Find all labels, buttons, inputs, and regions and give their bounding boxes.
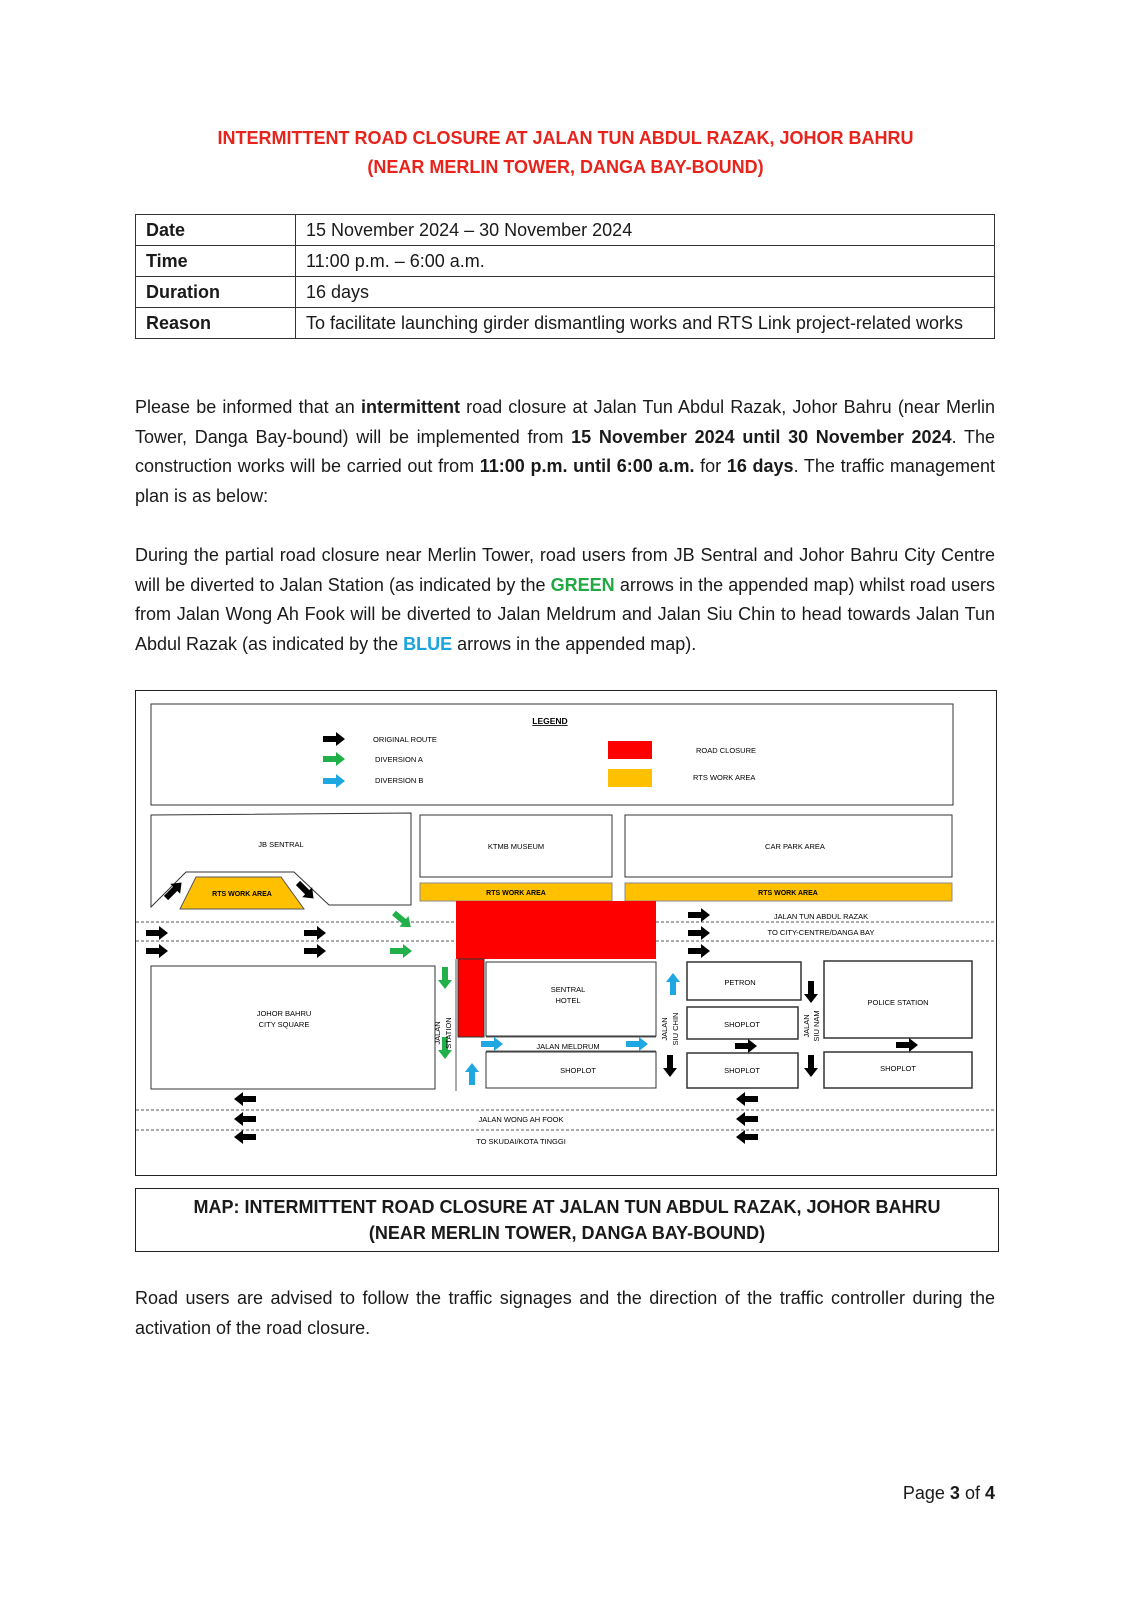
jb-sentral-label: JB SENTRAL <box>258 840 304 849</box>
green-arrow-icon <box>390 944 412 958</box>
arrow-icon <box>736 1092 758 1106</box>
sentral-hotel-label-2: HOTEL <box>555 996 581 1005</box>
jalan-siu-nam-label-2: SIU NAM <box>812 1010 821 1042</box>
arrow-icon <box>304 944 326 958</box>
traffic-map-svg <box>136 691 996 1175</box>
jalan-station-label-1: JALAN <box>433 1021 442 1045</box>
table-row <box>136 246 995 277</box>
legend-diversion-b-arrow-icon <box>323 774 345 788</box>
arrow-icon <box>688 926 710 940</box>
duration-value: 16 days <box>296 277 995 308</box>
traffic-map <box>135 690 997 1176</box>
text-run: . The traffic management plan is as below: <box>135 456 995 506</box>
page-number <box>880 1483 995 1504</box>
green-keyword: GREEN <box>550 574 615 595</box>
legend-div-a-label: DIVERSION A <box>375 755 423 764</box>
car-park-label: CAR PARK AREA <box>765 842 825 851</box>
blue-arrow-icon <box>465 1063 479 1085</box>
caption-line-2: (NEAR MERLIN TOWER, DANGA BAY-BOUND) <box>368 1223 766 1243</box>
legend-closure-label: ROAD CLOSURE <box>696 746 757 755</box>
legend-rts-label: RTS WORK AREA <box>693 773 756 782</box>
time-value: 11:00 p.m. – 6:00 a.m. <box>296 246 995 277</box>
arrow-icon <box>234 1092 256 1106</box>
text-run: road closure at Jalan Tun Abdul Razak, Johor Bahru (near Merlin Tower, Danga Bay-bound) will be implemented from <box>135 397 996 447</box>
legend-diversion-a-arrow-icon <box>323 752 345 766</box>
of-word: of <box>964 1483 980 1503</box>
jalan-station-label-2: STATION <box>444 1017 453 1049</box>
text-run: Please be informed that an <box>135 397 361 417</box>
blue-arrow-icon <box>666 973 680 995</box>
road-closure-station <box>458 959 484 1037</box>
shoplot-label: SHOPLOT <box>724 1020 760 1029</box>
city-square-label-1: JOHOR BAHRU <box>256 1009 312 1018</box>
text-run: arrows in the appended map) whilst road users from Jalan Wong Ah Fook will be diverted to Jalan Meldrum and Jalan Siu Chin to head towards Jalan Tun Abdul Razak (as indicated by the <box>135 574 995 654</box>
arrow-icon <box>804 981 818 1003</box>
duration-label: Duration <box>136 277 296 308</box>
legend-rts-swatch <box>608 769 652 787</box>
arrow-icon <box>688 908 710 922</box>
table-row <box>136 308 995 339</box>
time-label: Time <box>136 246 296 277</box>
legend-closure-swatch <box>608 741 652 759</box>
arrow-icon <box>663 1055 677 1077</box>
page-total: 4 <box>984 1483 995 1503</box>
closing-paragraph: Road users are advised to follow the traffic signages and the direction of the traffic controller during the activation of the road closure. <box>135 1288 995 1338</box>
ktmb-museum-label: KTMB MUSEUM <box>487 842 545 851</box>
bold-run: 15 November 2024 until 30 November 2024 <box>571 426 952 447</box>
road-razak-sub-label: TO CITY-CENTRE/DANGA BAY <box>767 928 875 937</box>
petron-label: PETRON <box>724 978 756 987</box>
sentral-hotel-label-1: SENTRAL <box>550 985 586 994</box>
jalan-meldrum-label: JALAN MELDRUM <box>536 1042 600 1051</box>
arrow-icon <box>688 944 710 958</box>
diversion-paragraph <box>135 541 995 659</box>
reason-label: Reason <box>136 308 296 339</box>
arrow-icon <box>146 926 168 940</box>
caption-line-1: MAP: INTERMITTENT ROAD CLOSURE AT JALAN TUN ABDUL RAZAK, JOHOR BAHRU <box>193 1197 941 1217</box>
legend-div-b-label: DIVERSION B <box>375 776 424 785</box>
green-arrow-icon <box>390 908 416 933</box>
shoplot-label: SHOPLOT <box>560 1066 596 1075</box>
jalan-siu-chin-label-1: JALAN <box>660 1017 669 1041</box>
bold-run: 16 days <box>726 456 794 476</box>
text-run: for <box>694 456 727 476</box>
arrow-icon <box>896 1038 918 1052</box>
bold-run: 11:00 p.m. until 6:00 a.m. <box>479 456 695 476</box>
document-title <box>0 124 1131 182</box>
arrow-icon <box>304 926 326 940</box>
bold-run: intermittent <box>360 397 460 417</box>
text-run: . The construction works will be carried out from <box>135 426 995 476</box>
arrow-icon <box>146 944 168 958</box>
table-row <box>136 215 995 246</box>
green-arrow-icon <box>438 967 452 989</box>
rts-work-area-label: RTS WORK AREA <box>486 890 546 897</box>
rts-work-area-label: RTS WORK AREA <box>758 890 818 897</box>
road-razak-label: JALAN TUN ABDUL RAZAK <box>773 912 869 921</box>
blue-arrow-icon <box>481 1037 503 1051</box>
page-current: 3 <box>949 1483 960 1503</box>
title-line-1: INTERMITTENT ROAD CLOSURE AT JALAN TUN ABDUL RAZAK, JOHOR BAHRU <box>217 128 914 148</box>
legend-original-arrow-icon <box>323 732 345 746</box>
intro-paragraph <box>135 393 995 511</box>
police-station-label: POLICE STATION <box>867 998 929 1007</box>
table-row <box>136 277 995 308</box>
road-wong-label: JALAN WONG AH FOOK <box>478 1115 564 1124</box>
city-square-label-2: CITY SQUARE <box>258 1020 310 1029</box>
arrow-icon <box>234 1112 256 1126</box>
text-run: arrows in the appended map). <box>452 633 697 654</box>
arrow-icon <box>735 1039 757 1053</box>
shoplot-label: SHOPLOT <box>880 1064 916 1073</box>
title-line-2: (NEAR MERLIN TOWER, DANGA BAY-BOUND) <box>367 157 764 177</box>
rts-work-area-label: RTS WORK AREA <box>212 891 272 898</box>
text-run: During the partial road closure near Merlin Tower, road users from JB Sentral and Johor Bahru City Centre will be diverted to Jalan Station (as indicated by the <box>135 545 995 595</box>
arrow-icon <box>804 1055 818 1077</box>
blue-keyword: BLUE <box>403 633 453 654</box>
arrow-icon <box>234 1130 256 1144</box>
info-table <box>135 214 995 339</box>
date-label: Date <box>136 215 296 246</box>
road-wong-sub-label: TO SKUDAI/KOTA TINGGI <box>476 1137 566 1146</box>
reason-value: To facilitate launching girder dismantling works and RTS Link project-related works <box>296 308 995 339</box>
legend-original-label: ORIGINAL ROUTE <box>373 735 437 744</box>
arrow-icon <box>736 1130 758 1144</box>
page-word: Page <box>902 1483 945 1503</box>
jalan-siu-nam-label-1: JALAN <box>802 1014 811 1038</box>
shoplot-label: SHOPLOT <box>724 1066 760 1075</box>
date-value: 15 November 2024 – 30 November 2024 <box>296 215 995 246</box>
map-caption <box>135 1188 999 1252</box>
jalan-siu-chin-label-2: SIU CHIN <box>671 1012 680 1046</box>
road-closure-main <box>456 901 656 959</box>
blue-arrow-icon <box>626 1037 648 1051</box>
legend-title: LEGEND <box>532 716 568 726</box>
arrow-icon <box>736 1112 758 1126</box>
